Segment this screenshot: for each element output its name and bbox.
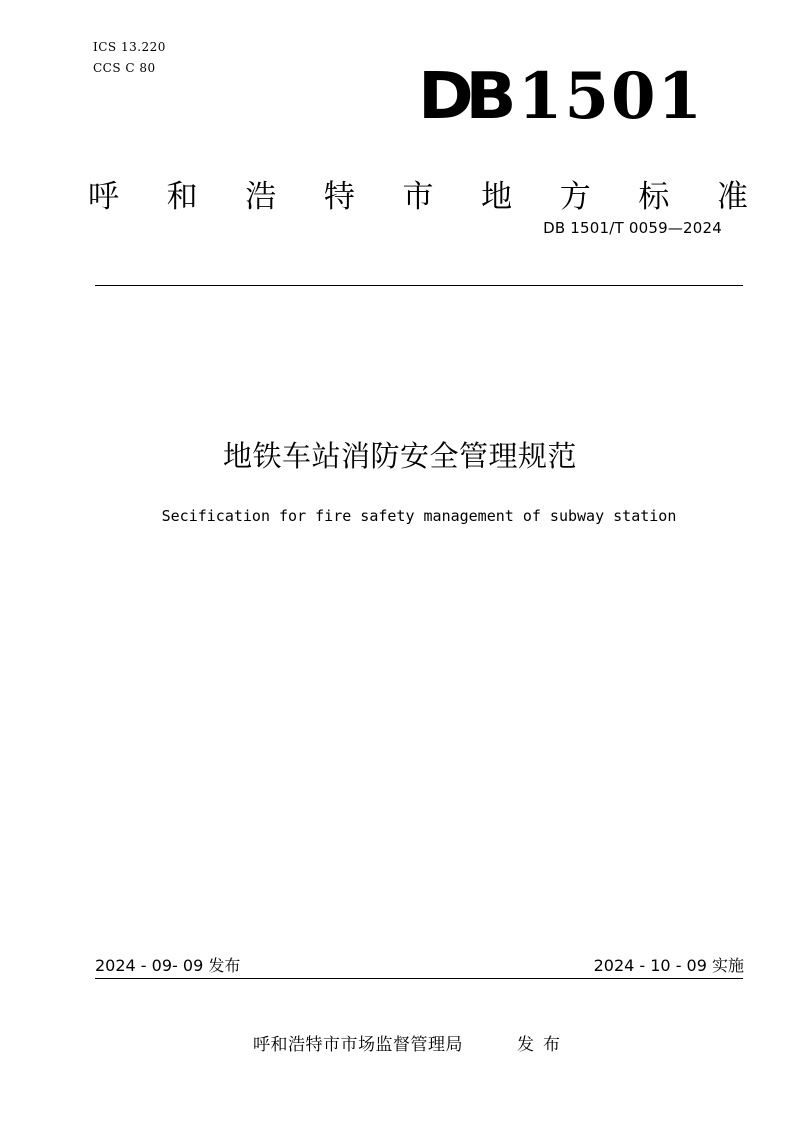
standard-type-char: 市 xyxy=(402,179,434,215)
publish-date: 2024 - 09- 09 发布 xyxy=(95,956,241,975)
standard-type-char: 准 xyxy=(717,179,748,215)
document-title: 地铁车站消防安全管理规范 xyxy=(222,439,577,473)
standard-type xyxy=(88,175,748,219)
implement-date: 2024 - 10 - 09 实施 xyxy=(593,956,744,975)
bottom-divider xyxy=(95,978,743,979)
standard-type-char: 方 xyxy=(559,179,591,215)
standard-type-char: 地 xyxy=(481,179,513,215)
db-logo-letters: DB xyxy=(418,60,509,134)
document-title-english: Secification for fire safety management of subway station xyxy=(161,507,677,525)
standard-type-char: 标 xyxy=(638,179,670,215)
issuing-authority: 呼和浩特市市场监督管理局 xyxy=(253,1035,463,1055)
db-logo xyxy=(418,59,705,134)
top-divider xyxy=(95,285,743,286)
standard-type-char: 浩 xyxy=(245,179,277,215)
issue-label: 发布 xyxy=(517,1035,569,1055)
ics-code: ICS 13.220 xyxy=(93,40,166,54)
db-logo-number: 1501 xyxy=(517,59,705,134)
standard-type-char: 特 xyxy=(323,179,355,215)
standard-code: DB 1501/T 0059—2024 xyxy=(543,219,722,237)
standard-type-char: 呼 xyxy=(88,179,119,215)
standard-type-char: 和 xyxy=(166,179,198,215)
ccs-code: CCS C 80 xyxy=(93,61,156,75)
